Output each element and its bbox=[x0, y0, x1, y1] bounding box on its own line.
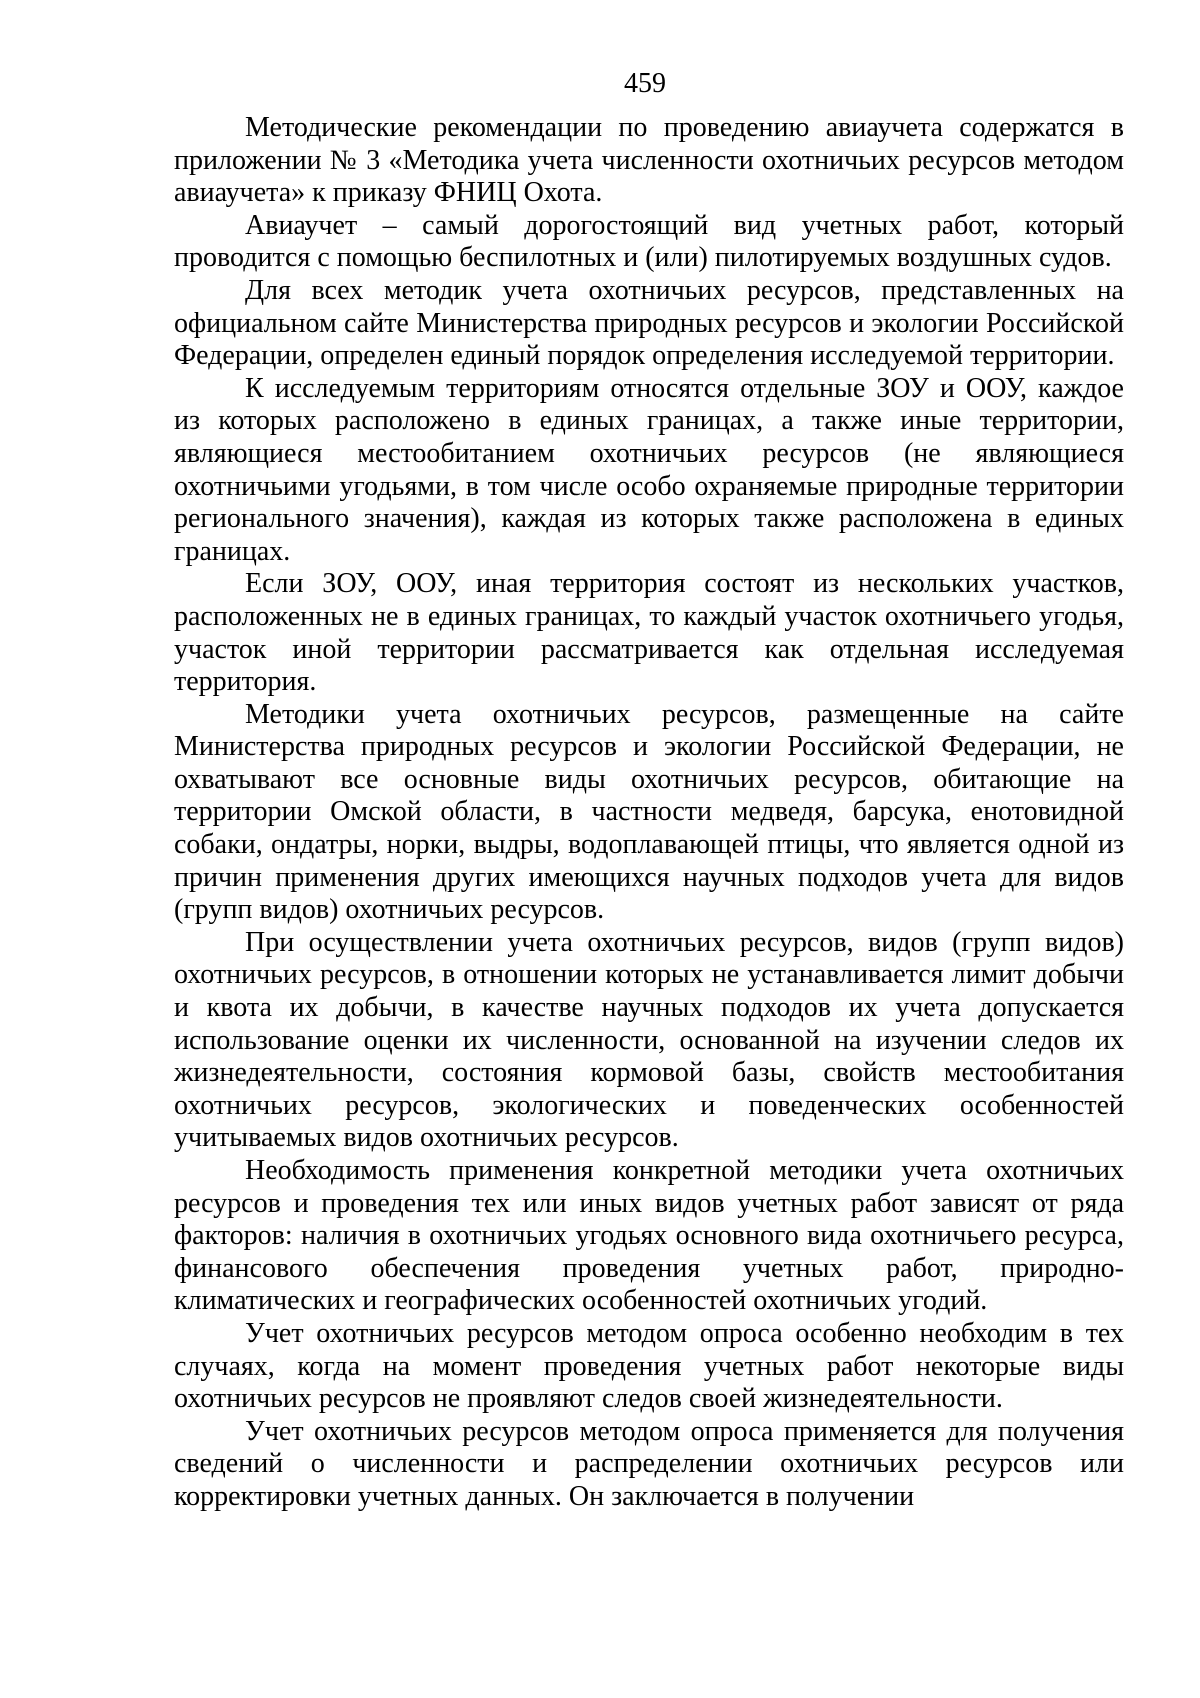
paragraph: Необходимость применения конкретной методики учета охотничьих ресурсов и проведения тех или иных видов учетных работ зависят от ряда факторов: наличия в охотничьих угодьях основного вида охотничьего ресурса, финансового обеспечения проведения учетных работ, природно-климатических и географических особенностей охотничьих угодий. bbox=[174, 1155, 1124, 1317]
paragraph: При осуществлении учета охотничьих ресурсов, видов (групп видов) охотничьих ресурсов, в отношении которых не устанавливается лимит добычи и квота их добычи, в качестве научных подходов их учета допускается использование оценки их численности, основанной на изучении следов их жизнедеятельности, состояния кормовой базы, свойств местообитания охотничьих ресурсов, экологических и поведенческих особенностей учитываемых видов охотничьих ресурсов. bbox=[174, 926, 1124, 1154]
paragraph: Учет охотничьих ресурсов методом опроса применяется для получения сведений о численности и распределении охотничьих ресурсов или корректировки учетных данных. Он заключается в получении bbox=[174, 1415, 1124, 1512]
paragraph: Методики учета охотничьих ресурсов, размещенные на сайте Министерства природных ресурсов и экологии Российской Федерации, не охватывают все основные виды охотничьих ресурсов, обитающие на территории Омской области, в частности медведя, барсука, енотовидной собаки, ондатры, норки, выдры, водоплавающей птицы, что является одной из причин применения других имеющихся научных подходов учета для видов (групп видов) охотничьих ресурсов. bbox=[174, 698, 1124, 926]
paragraph: Авиаучет – самый дорогостоящий вид учетных работ, который проводится с помощью беспилотных и (или) пилотируемых воздушных судов. bbox=[174, 209, 1124, 274]
paragraph: Учет охотничьих ресурсов методом опроса особенно необходим в тех случаях, когда на момент проведения учетных работ некоторые виды охотничьих ресурсов не проявляют следов своей жизнедеятельности. bbox=[174, 1317, 1124, 1415]
paragraph: Для всех методик учета охотничьих ресурсов, представленных на официальном сайте Министерства природных ресурсов и экологии Российской Федерации, определен единый порядок определения исследуемой территории. bbox=[174, 274, 1124, 372]
page-number: 459 bbox=[624, 68, 666, 99]
document-body bbox=[174, 112, 1124, 1514]
paragraph: Если ЗОУ, ООУ, иная территория состоят из нескольких участков, расположенных не в единых границах, то каждый участок охотничьего угодья, участок иной территории рассматривается как отдельная исследуемая территория. bbox=[174, 568, 1124, 698]
paragraph: К исследуемым территориям относятся отдельные ЗОУ и ООУ, каждое из которых расположено в единых границах, а также иные территории, являющиеся местообитанием охотничьих ресурсов (не являющиеся охотничьими угодьями, в том числе особо охраняемые природные территории регионального значения), каждая из которых также расположена в единых границах. bbox=[174, 372, 1124, 567]
paragraph: Методические рекомендации по проведению авиаучета содержатся в приложении № 3 «Методика учета численности охотничьих ресурсов методом авиаучета» к приказу ФНИЦ Охота. bbox=[174, 112, 1124, 209]
